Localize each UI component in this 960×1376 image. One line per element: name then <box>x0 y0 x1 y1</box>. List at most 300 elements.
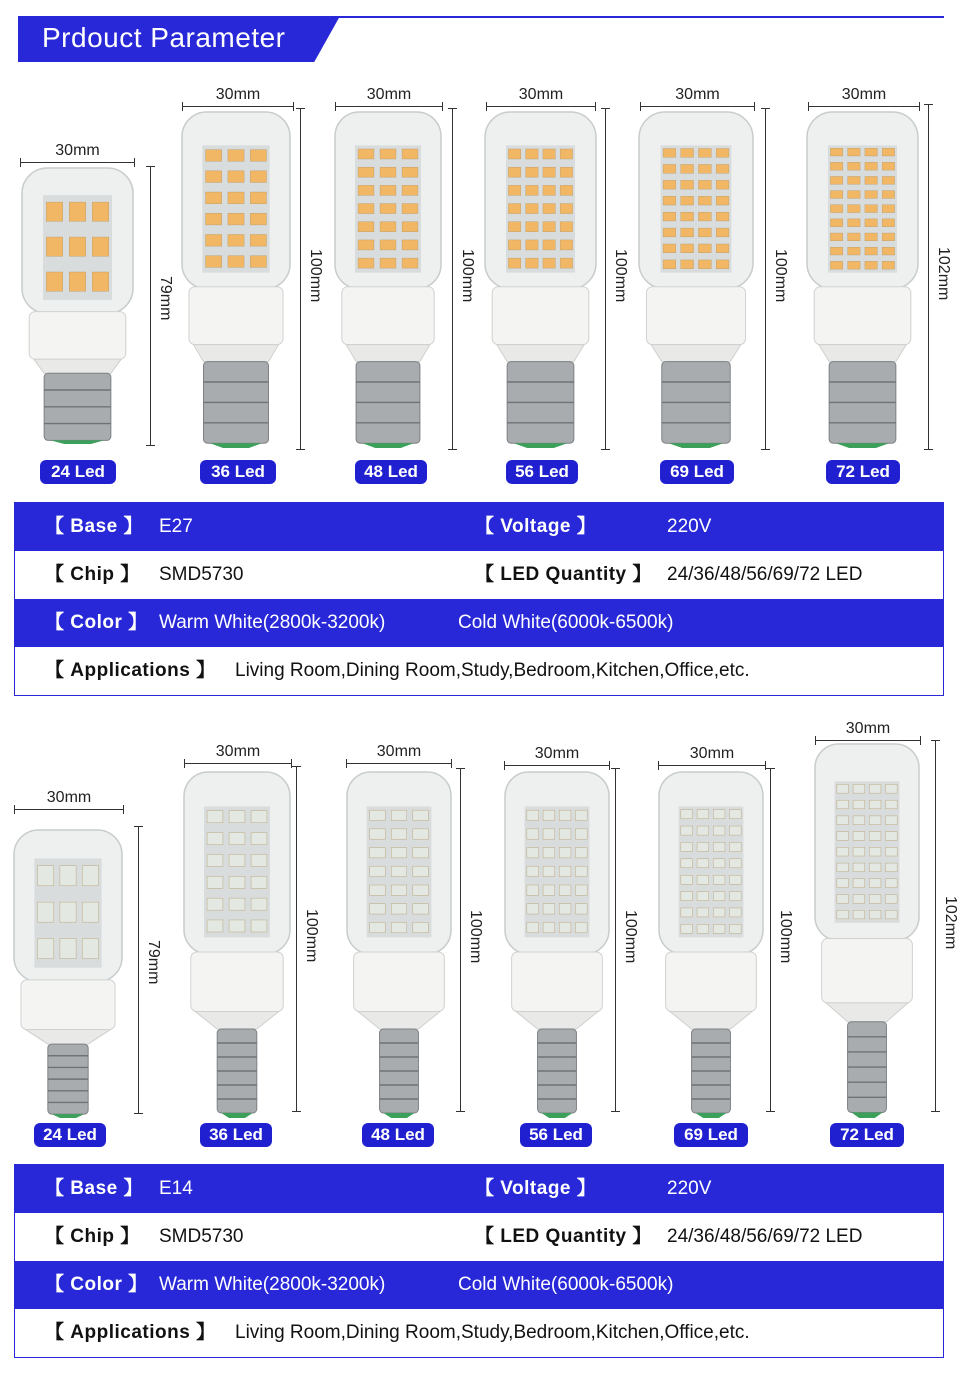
led-chip <box>559 829 571 839</box>
led-chip <box>251 876 267 888</box>
led-chip <box>837 910 849 919</box>
led-chip <box>560 258 572 268</box>
led-chip <box>206 192 222 204</box>
led-chip <box>358 240 374 250</box>
contact-tip <box>221 1113 253 1118</box>
led-chip <box>229 898 245 910</box>
led-chip <box>882 176 894 184</box>
led-chip <box>853 847 865 856</box>
led-chip <box>663 212 676 221</box>
led-chip <box>69 202 86 221</box>
chip-value: SMD5730 <box>159 1226 244 1247</box>
led-chip <box>228 213 244 225</box>
led-chip <box>413 848 429 858</box>
contact-tip <box>669 443 724 448</box>
led-chip <box>663 180 676 189</box>
led-count-badge: 72 Led <box>830 1123 904 1147</box>
led-chip <box>380 185 396 195</box>
bulb-neck <box>25 1029 110 1044</box>
led-chip <box>92 202 109 221</box>
led-chip <box>526 167 538 177</box>
led-chip <box>837 784 849 793</box>
height-dimension-label: 100mm <box>622 910 639 964</box>
bulb-illustration <box>503 770 611 1120</box>
led-chip <box>698 260 711 269</box>
led-chip <box>526 204 538 214</box>
led-chip <box>575 866 587 876</box>
led-chip <box>869 784 881 793</box>
led-chip <box>543 848 555 858</box>
chip-value: SMD5730 <box>159 564 244 585</box>
color-warm: Warm White(2800k-3200k) <box>159 1274 386 1295</box>
led-chip <box>882 233 894 241</box>
led-chip <box>229 854 245 866</box>
bulb-neck <box>358 1012 440 1030</box>
led-chip <box>848 191 860 199</box>
led-chip <box>543 810 555 820</box>
led-chip <box>69 272 86 291</box>
led-chip <box>729 826 741 835</box>
page-title: Prdouct Parameter <box>42 22 286 53</box>
led-chip <box>865 191 877 199</box>
led-chip <box>885 800 897 809</box>
led-chip <box>837 895 849 904</box>
led-chip <box>681 149 694 158</box>
led-chip <box>837 816 849 825</box>
led-chip <box>698 212 711 221</box>
bulb-illustration <box>805 110 920 450</box>
led-count-badge: 72 Led <box>826 460 900 484</box>
led-chip <box>681 810 693 819</box>
width-dimension-line <box>815 740 921 741</box>
led-chip <box>250 192 266 204</box>
led-chip <box>559 810 571 820</box>
led-chip <box>402 167 418 177</box>
led-chip <box>543 885 555 895</box>
led-chip <box>716 228 729 237</box>
height-dimension-label: 100mm <box>777 910 794 964</box>
led-chip <box>830 261 842 269</box>
led-chip <box>716 149 729 158</box>
led-chip <box>560 167 572 177</box>
color-warm: Warm White(2800k-3200k) <box>159 612 386 633</box>
led-chip <box>830 176 842 184</box>
led-chip <box>729 892 741 901</box>
led-chip <box>527 885 539 895</box>
spec-row-chip <box>15 1213 943 1261</box>
led-chip <box>853 832 865 841</box>
led-chip <box>885 784 897 793</box>
color-cold: Cold White(6000k-6500k) <box>458 1274 674 1295</box>
led-chip <box>837 832 849 841</box>
bulb-image <box>657 770 765 1120</box>
led-chip <box>206 150 222 162</box>
led-chip <box>508 240 520 250</box>
led-chip <box>848 148 860 156</box>
width-dimension-line <box>182 106 294 107</box>
led-chip <box>413 810 429 820</box>
led-chip <box>559 904 571 914</box>
bulb-neck <box>826 1003 908 1022</box>
led-chip <box>543 240 555 250</box>
led-chip <box>508 204 520 214</box>
contact-tip <box>52 1114 84 1118</box>
led-chip <box>716 260 729 269</box>
led-chip <box>508 258 520 268</box>
led-chip <box>543 149 555 159</box>
led-chip <box>206 171 222 183</box>
contact-tip <box>695 1113 726 1118</box>
led-chip <box>865 176 877 184</box>
bulb-image <box>20 166 135 446</box>
voltage-value: 220V <box>667 1178 712 1199</box>
led-chip <box>402 204 418 214</box>
led-chip <box>527 848 539 858</box>
led-chip <box>527 922 539 932</box>
width-dimension-line <box>504 765 610 766</box>
led-chip <box>526 222 538 232</box>
height-dimension-label: 102mm <box>935 247 952 301</box>
led-chip <box>391 904 407 914</box>
led-chip <box>885 910 897 919</box>
led-chip <box>358 167 374 177</box>
led-chip <box>60 866 76 886</box>
led-chip <box>413 866 429 876</box>
led-chip <box>869 910 881 919</box>
led-chip <box>681 908 693 917</box>
led-chip <box>853 816 865 825</box>
led-chip <box>92 237 109 256</box>
led-chip <box>882 162 894 170</box>
led-chip <box>869 800 881 809</box>
bulb-collar <box>21 980 115 1030</box>
led-chip <box>207 876 223 888</box>
led-quantity-key: 【 LED Quantity 】 <box>475 1226 652 1247</box>
led-chip <box>697 908 709 917</box>
led-chip <box>250 234 266 246</box>
led-chip <box>697 859 709 868</box>
led-chip <box>575 885 587 895</box>
bulb-neck <box>193 345 278 362</box>
led-chip <box>830 247 842 255</box>
led-chip <box>713 924 725 933</box>
bulb-neck <box>34 359 121 373</box>
height-dimension-label: 100mm <box>307 249 324 303</box>
led-chip <box>830 162 842 170</box>
width-dimension-line <box>346 763 452 764</box>
led-chip <box>663 149 676 158</box>
led-chip <box>229 920 245 932</box>
led-quantity-value: 24/36/48/56/69/72 LED <box>667 564 863 585</box>
width-dimension-label: 30mm <box>675 86 720 103</box>
led-chip <box>830 148 842 156</box>
bulb-image <box>813 742 921 1120</box>
led-chip <box>526 185 538 195</box>
led-chip <box>228 150 244 162</box>
led-chip <box>82 902 98 922</box>
led-chip <box>207 811 223 823</box>
led-chip <box>885 863 897 872</box>
width-dimension-label: 30mm <box>376 743 422 760</box>
bulb-illustration <box>12 828 124 1120</box>
led-chip <box>413 829 429 839</box>
led-chip <box>38 939 54 959</box>
led-chip <box>830 219 842 227</box>
bulb-neck <box>516 1012 598 1030</box>
led-chip <box>402 222 418 232</box>
base-value: E14 <box>159 1178 193 1199</box>
bulb-neck <box>651 345 741 362</box>
led-chip <box>370 848 386 858</box>
led-count-badge: 36 Led <box>200 460 276 484</box>
bulb-image <box>637 110 755 450</box>
height-dimension-line <box>928 104 929 450</box>
spec-row-color <box>15 599 943 647</box>
led-chip <box>575 810 587 820</box>
chip-key: 【 Chip 】 <box>45 1226 140 1247</box>
height-dimension-label: 79mm <box>145 940 162 985</box>
height-dimension-label: 100mm <box>612 249 629 303</box>
led-chip <box>869 895 881 904</box>
contact-tip <box>836 443 889 448</box>
color-key: 【 Color 】 <box>45 1274 148 1295</box>
led-chip <box>697 810 709 819</box>
spec-row-base <box>15 503 943 551</box>
bulb-image <box>333 110 443 450</box>
led-chip <box>697 924 709 933</box>
led-chip <box>681 842 693 851</box>
led-chip <box>837 863 849 872</box>
led-chip <box>697 875 709 884</box>
led-chip <box>713 908 725 917</box>
led-chip <box>853 910 865 919</box>
bulb-illustration <box>182 770 292 1120</box>
led-count-badge: 48 Led <box>362 1123 434 1147</box>
led-chip <box>848 247 860 255</box>
bulb-image <box>483 110 598 450</box>
led-chip <box>251 811 267 823</box>
e27-spec-table <box>14 502 944 696</box>
led-chip <box>391 848 407 858</box>
led-chip <box>681 164 694 173</box>
led-chip <box>698 180 711 189</box>
led-chip <box>681 196 694 205</box>
led-board <box>202 145 269 272</box>
bulb-image <box>503 770 611 1120</box>
led-chip <box>663 164 676 173</box>
height-dimension-line <box>460 768 461 1112</box>
led-chip <box>370 904 386 914</box>
led-chip <box>681 228 694 237</box>
led-chip <box>543 866 555 876</box>
bulb-collar <box>189 287 283 345</box>
led-count-badge: 24 Led <box>40 460 116 484</box>
height-dimension-label: 102mm <box>942 896 959 950</box>
led-quantity-value: 24/36/48/56/69/72 LED <box>667 1226 863 1247</box>
led-chip <box>869 816 881 825</box>
height-dimension-line <box>138 826 139 1114</box>
applications-value: Living Room,Dining Room,Study,Bedroom,Kitchen,Office,etc. <box>235 660 750 681</box>
led-chip <box>60 902 76 922</box>
led-chip <box>82 866 98 886</box>
led-chip <box>837 800 849 809</box>
height-dimension-line <box>765 108 766 450</box>
led-chip <box>560 149 572 159</box>
led-chip <box>729 810 741 819</box>
led-chip <box>206 234 222 246</box>
led-count-badge: 56 Led <box>520 1123 592 1147</box>
led-chip <box>526 258 538 268</box>
led-chip <box>865 162 877 170</box>
led-chip <box>830 191 842 199</box>
color-key: 【 Color 】 <box>45 612 148 633</box>
led-chip <box>716 196 729 205</box>
spec-row-base <box>15 1165 943 1213</box>
led-chip <box>527 810 539 820</box>
base-key: 【 Base 】 <box>45 1178 143 1199</box>
led-chip <box>229 833 245 845</box>
bulb-image <box>805 110 920 450</box>
height-dimension-line <box>150 166 151 446</box>
led-chip <box>848 219 860 227</box>
led-chip <box>391 922 407 932</box>
led-count-badge: 69 Led <box>674 1123 748 1147</box>
led-chip <box>729 924 741 933</box>
contact-tip <box>51 440 104 444</box>
led-chip <box>358 185 374 195</box>
led-chip <box>207 920 223 932</box>
led-chip <box>559 866 571 876</box>
led-chip <box>865 148 877 156</box>
led-chip <box>380 149 396 159</box>
bulb-collar <box>191 952 283 1012</box>
led-chip <box>508 222 520 232</box>
bulb-illustration <box>657 770 765 1120</box>
led-chip <box>370 885 386 895</box>
led-chip <box>681 180 694 189</box>
led-chip <box>370 810 386 820</box>
led-chip <box>543 204 555 214</box>
led-chip <box>882 148 894 156</box>
led-chip <box>508 149 520 159</box>
led-chip <box>865 219 877 227</box>
led-chip <box>413 922 429 932</box>
led-chip <box>698 244 711 253</box>
led-chip <box>882 205 894 213</box>
led-board <box>204 806 270 937</box>
width-dimension-label: 30mm <box>518 86 564 103</box>
led-chip <box>391 885 407 895</box>
led-chip <box>358 204 374 214</box>
led-chip <box>207 833 223 845</box>
led-chip <box>358 258 374 268</box>
led-chip <box>560 185 572 195</box>
led-chip <box>402 185 418 195</box>
height-dimension-line <box>452 108 453 450</box>
led-chip <box>713 810 725 819</box>
led-chip <box>882 219 894 227</box>
led-chip <box>46 237 63 256</box>
led-chip <box>370 866 386 876</box>
led-chip <box>697 892 709 901</box>
led-chip <box>663 244 676 253</box>
led-chip <box>543 258 555 268</box>
led-chip <box>207 898 223 910</box>
led-chip <box>885 832 897 841</box>
bulb-image <box>345 770 453 1120</box>
led-chip <box>380 240 396 250</box>
led-chip <box>853 784 865 793</box>
bulb-collar <box>814 287 911 345</box>
led-chip <box>69 237 86 256</box>
led-chip <box>865 247 877 255</box>
led-chip <box>228 192 244 204</box>
applications-key: 【 Applications 】 <box>45 1322 216 1343</box>
led-chip <box>250 171 266 183</box>
led-chip <box>853 895 865 904</box>
led-chip <box>713 892 725 901</box>
led-chip <box>681 260 694 269</box>
led-chip <box>559 885 571 895</box>
led-chip <box>251 833 267 845</box>
bulb-illustration <box>345 770 453 1120</box>
bulb-neck <box>670 1012 752 1030</box>
color-cold: Cold White(6000k-6500k) <box>458 612 674 633</box>
width-dimension-label: 30mm <box>215 743 261 760</box>
led-chip <box>402 258 418 268</box>
width-dimension-line <box>658 765 766 766</box>
led-chip <box>575 848 587 858</box>
led-chip <box>559 848 571 858</box>
bulb-illustration <box>20 166 135 446</box>
led-chip <box>228 171 244 183</box>
led-chip <box>697 826 709 835</box>
width-dimension-line <box>640 106 755 107</box>
width-dimension-line <box>14 809 124 810</box>
led-chip <box>681 875 693 884</box>
led-chip <box>885 816 897 825</box>
led-chip <box>543 922 555 932</box>
led-chip <box>837 879 849 888</box>
led-chip <box>527 829 539 839</box>
height-dimension-label: 100mm <box>303 909 320 963</box>
width-dimension-line <box>335 106 443 107</box>
bulb-collar <box>822 939 913 1003</box>
led-chip <box>46 202 63 221</box>
contact-tip <box>362 443 413 448</box>
led-chip <box>358 222 374 232</box>
chip-key: 【 Chip 】 <box>45 564 140 585</box>
led-chip <box>575 829 587 839</box>
led-chip <box>713 875 725 884</box>
led-chip <box>848 261 860 269</box>
bulb-illustration <box>180 110 292 450</box>
led-count-badge: 48 Led <box>355 460 427 484</box>
width-dimension-line <box>486 106 596 107</box>
led-chip <box>681 924 693 933</box>
led-chip <box>698 149 711 158</box>
led-chip <box>402 149 418 159</box>
bulb-collar <box>666 952 757 1012</box>
led-chip <box>228 234 244 246</box>
bulb-neck <box>497 345 584 362</box>
led-chip <box>508 185 520 195</box>
contact-tip <box>210 443 262 448</box>
bulb-collar <box>512 952 603 1012</box>
led-chip <box>560 222 572 232</box>
bulb-image <box>182 770 292 1120</box>
width-dimension-line <box>184 763 292 764</box>
